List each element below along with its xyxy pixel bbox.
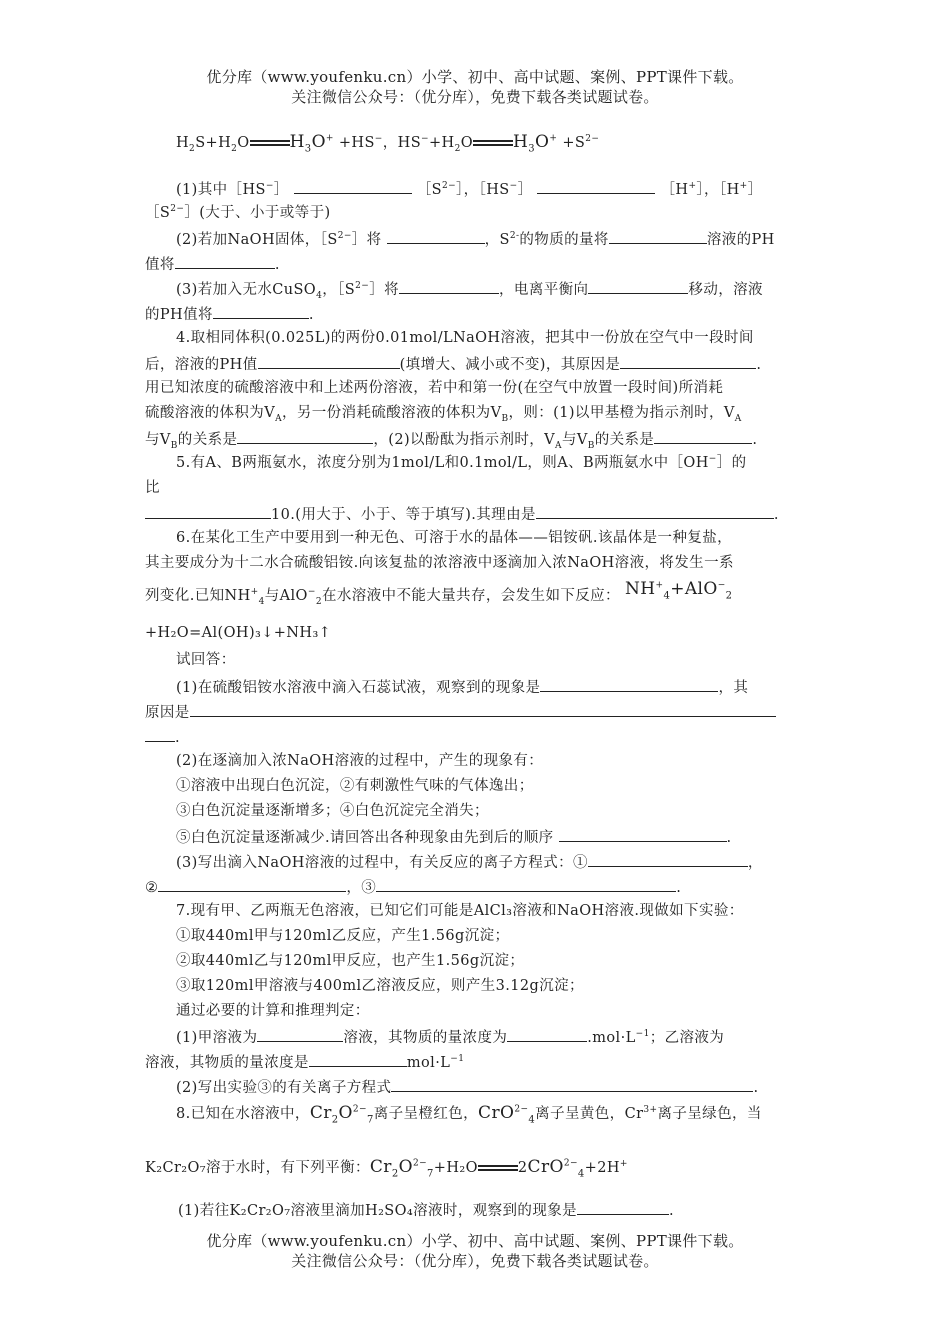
answer-blank[interactable] <box>609 228 707 244</box>
q3-sub3-cont: 的PH值将 . <box>145 303 314 325</box>
q4-line-3: 用已知浓度的硫酸溶液中和上述两份溶液，若中和第一份(在空气中放置一段时间)所消耗 <box>145 380 724 396</box>
answer-blank[interactable] <box>507 1026 587 1042</box>
h2s-equilibrium: $H_2S+H_2O$ $H_3O^+ +HS^-$，$HS^-+H_2O$ $H_3O^+ +S^{2-}$ <box>176 132 600 155</box>
q6-sub2: (2)在逐滴加入浓NaOH溶液的过程中，产生的现象有： <box>176 753 544 769</box>
q5-line-1: 5.有A、B两瓶氨水，浓度分别为1mol/L和0.1mol/L，则A、B两瓶氨水中［OH−］的 <box>176 454 747 471</box>
answer-blank[interactable] <box>145 503 271 519</box>
answer-blank[interactable] <box>175 253 275 269</box>
q4-line-1: 4.取相同体积(0.025L)的两份0.01mol/LNaOH溶液，把其中一份放在空气中一段时间 <box>176 330 754 346</box>
q7-exp-3: ③取120ml甲溶液与400ml乙溶液反应，则产生3.12g沉淀； <box>176 978 584 994</box>
q6-sub1-cont: 原因是 <box>145 701 776 723</box>
equilibrium-arrow-icon <box>478 1163 518 1173</box>
q6-sub1-end: . <box>145 726 180 748</box>
q6-sub3-cont: ② ，③ . <box>145 876 681 898</box>
q7-line-1: 7.现有甲、乙两瓶无色溶液，已知它们可能是AlCl₃溶液和NaOH溶液.现做如下实验： <box>176 903 744 919</box>
answer-blank[interactable] <box>237 428 373 444</box>
equilibrium-arrow-icon <box>473 138 513 148</box>
q6-line-4: +H₂O=Al(OH)₃↓+NH₃↑ <box>145 625 332 641</box>
answer-blank[interactable] <box>158 876 346 892</box>
answer-blank[interactable] <box>537 178 655 194</box>
q4-line-4: 硫酸溶液的体积为$V_A$，另一份消耗硫酸溶液的体积为$V_B$，则：(1)以甲基橙为指示剂时，$V_A$ <box>145 405 742 424</box>
answer-blank[interactable] <box>536 503 774 519</box>
answer-blank[interactable] <box>577 1199 669 1215</box>
answer-blank[interactable] <box>387 228 485 244</box>
q6-line-2: 其主要成分为十二水合硫酸铝铵.向该复盐的浓溶液中逐滴加入浓NaOH溶液，将发生一系 <box>145 555 734 571</box>
q3-sub2-cont: 值将 . <box>145 253 280 275</box>
answer-blank[interactable] <box>391 1076 753 1092</box>
q7-sub2: (2)写出实验③的有关离子方程式 . <box>176 1076 758 1098</box>
answer-blank[interactable] <box>654 428 752 444</box>
answer-blank[interactable] <box>588 851 748 867</box>
q6-ask: 试回答： <box>176 652 236 668</box>
q6-phenomena-2: ③白色沉淀量逐渐增多；④白色沉淀完全消失； <box>176 803 489 819</box>
q4-line-5: 与$V_B$的关系是 ，(2)以酚酞为指示剂时，$V_A$与$V_B$的关系是 . <box>145 428 757 450</box>
answer-blank[interactable] <box>257 1026 343 1042</box>
answer-blank[interactable] <box>309 1051 407 1067</box>
answer-blank[interactable] <box>294 178 412 194</box>
q7-sub1: (1)甲溶液为 溶液，其物质的量浓度为 $.mol\cdot L^{-1}$；乙溶液为 <box>176 1026 724 1048</box>
answer-blank[interactable] <box>190 701 776 717</box>
q5-line-3: 10.(用大于、小于、等于填写).其理由是 . <box>145 503 779 525</box>
q6-sub3: (3)写出滴入NaOH溶液的过程中，有关反应的离子方程式：① ， <box>176 851 763 873</box>
q7-line-2: 通过必要的计算和推理判定： <box>176 1003 370 1019</box>
q6-phenomena-1: ①溶液中出现白色沉淀，②有刺激性气味的气体逸出； <box>176 778 534 794</box>
q6-phenomena-3: ⑤白色沉淀量逐渐减少.请回答出各种现象由先到后的顺序 . <box>176 826 732 848</box>
q8-sub1: (1)若往K₂Cr₂O₇溶液里滴加H₂SO₄溶液时，观察到的现象是 . <box>178 1199 674 1221</box>
answer-blank[interactable] <box>399 278 499 294</box>
q7-exp-2: ②取440ml乙与120ml甲反应，也产生1.56g沉淀； <box>176 953 525 969</box>
q6-line-1: 6.在某化工生产中要用到一种无色、可溶于水的晶体——铝铵矾.该晶体是一种复盐， <box>176 530 733 546</box>
q5-line-2: 比 <box>145 480 160 496</box>
answer-blank[interactable] <box>620 353 756 369</box>
footer-line-1: 优分库（www.youfenku.cn）小学、初中、高中试题、案例、PPT课件下载。 <box>206 1232 744 1250</box>
q6-line-3: 列变化.已知$NH^+_4$与AlO−$_2$在水溶液中不能大量共存，会发生如下反应： $NH^+_4+AlO^-_2$ <box>145 579 733 607</box>
header-line-2: 关注微信公众号：（优分库），免费下载各类试题试卷。 <box>291 88 659 106</box>
q3-sub1: (1)其中［HS−］ $[S^{2-}]$，［HS−］ ［H+］，［H+］ <box>176 178 763 200</box>
q3-sub2: (2)若加NaOH固体，$[S^{2-}]$将 ，$S^{2-}$的物质的量将 溶液的PH <box>176 228 775 250</box>
header-line-1: 优分库（www.youfenku.cn）小学、初中、高中试题、案例、PPT课件下载。 <box>206 68 744 86</box>
answer-blank[interactable] <box>376 876 676 892</box>
q6-sub1: (1)在硫酸铝铵水溶液中滴入石蕊试液，观察到的现象是 ，其 <box>176 676 748 698</box>
q3-sub3: (3)若加入无水CuSO$_4$，$[S^{2-}]$将 ，电离平衡向 移动，溶液 <box>176 278 763 300</box>
q7-sub1-cont: 溶液，其物质的量浓度是 $mol\cdot L^{-1}$ <box>145 1051 464 1073</box>
q8-line-2: K₂Cr₂O₇溶于水时，有下列平衡：$Cr_2O^{2-}_7+H_2O$ 2CrO$^{2-}_4$+2H+ <box>145 1157 628 1180</box>
q7-exp-1: ①取440ml甲与120ml乙反应，产生1.56g沉淀； <box>176 928 510 944</box>
answer-blank[interactable] <box>540 676 718 692</box>
q8-line-1: 8.已知在水溶液中，$Cr_2O^{2-}_7$离子呈橙红色，CrO$^{2-}_4$离子呈黄色，$Cr^{3+}$离子呈绿色，当 <box>176 1103 762 1126</box>
footer-line-2: 关注微信公众号：（优分库），免费下载各类试题试卷。 <box>291 1252 659 1270</box>
answer-blank[interactable] <box>588 278 688 294</box>
q4-line-2: 后，溶液的PH值 (填增大、减小或不变)，其原因是 . <box>145 353 761 375</box>
q3-sub1-cont: $[S^{2-}]$(大于、小于或等于) <box>145 204 331 221</box>
answer-blank[interactable] <box>258 353 400 369</box>
answer-blank[interactable] <box>213 303 309 319</box>
answer-blank[interactable] <box>559 826 727 842</box>
equilibrium-arrow-icon <box>250 138 290 148</box>
answer-blank[interactable] <box>145 726 175 742</box>
